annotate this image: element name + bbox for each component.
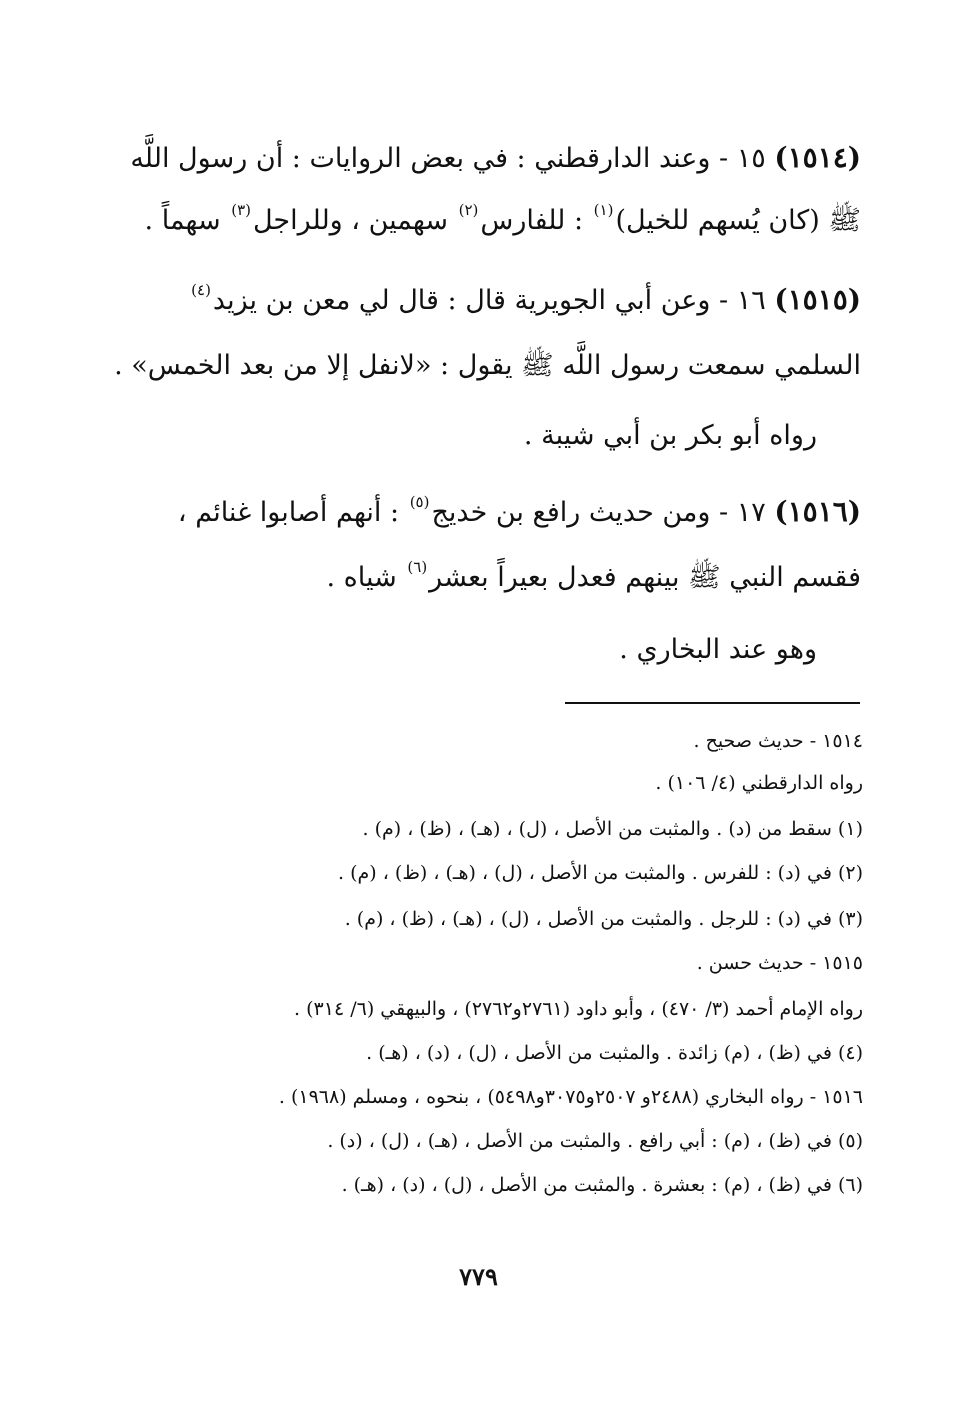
footnote-line: رواه الإمام أحمد (٣/ ٤٧٠) ، وأبو داود (٢٧٦١و٢٧٦٢) ، والبيهقي (٦/ ٣١٤) . — [294, 998, 863, 1020]
footnote-line: ١٥١٦ - رواه البخاري (٢٤٨٨و ٢٥٠٧و٣٠٧٥و٥٤٩٨) ، بنحوه ، ومسلم (١٩٦٨) . — [278, 1086, 863, 1108]
hadith-text: : للفارس — [480, 205, 592, 236]
footnote-line: (٣) في (د) : للرجل . والمثبت من الأصل ، (ل) ، (هـ) ، (ظ) ، (م) . — [344, 908, 863, 930]
footnote-ref[interactable]: (٥) — [409, 493, 430, 511]
footnote-line: ١٥١٥ - حديث حسن . — [696, 952, 863, 974]
hadith-text: ١٧ - ومن حديث رافع بن خديج — [431, 497, 766, 528]
hadith-text: فقسم النبي ﷺ بينهم فعدل بعيراً بعشر — [429, 562, 861, 593]
footnote-line: (٤) في (ظ) ، (م) زائدة . والمثبت من الأصل ، (ل) ، (د) ، (هـ) . — [366, 1042, 863, 1064]
hadith-text: سهماً . — [144, 205, 230, 236]
footnote-divider — [565, 702, 860, 704]
hadith-text: السلمي سمعت رسول اللَّه ﷺ يقول : «لانفل إلا من بعد الخمس» . — [114, 350, 861, 381]
hadith-1516-source — [47, 632, 817, 668]
hadith-1515-line-1 — [91, 282, 861, 319]
hadith-source-text: وهو عند البخاري . — [619, 634, 817, 665]
hadith-text: سهمين ، وللراجل — [252, 205, 457, 236]
hadith-1515-source — [47, 418, 817, 454]
page-number: ٧٧٩ — [459, 1262, 498, 1291]
footnote-line: (٥) في (ظ) ، (م) : أبي رافع . والمثبت من الأصل ، (هـ) ، (ل) ، (د) . — [327, 1130, 863, 1152]
footnote-ref[interactable]: (٢) — [458, 201, 479, 219]
hadith-text: ١٦ - وعن أبي الجويرية قال : قال لي معن بن يزيد — [212, 285, 766, 316]
hadith-1516-line-2 — [91, 560, 861, 596]
footnote-line: (١) سقط من (د) . والمثبت من الأصل ، (ل) ، (هـ) ، (ظ) ، (م) . — [362, 818, 863, 840]
hadith-1516-line-1 — [91, 494, 861, 531]
hadith-source-text: رواه أبو بكر بن أبي شيبة . — [523, 420, 817, 451]
hadith-text: شياه . — [326, 562, 406, 593]
hadith-text: ﷺ (كان يُسهم للخيل) — [615, 205, 861, 236]
hadith-text: ١٥ - وعند الدارقطني : في بعض الروايات : أن رسول اللَّه — [130, 143, 766, 174]
footnote-ref[interactable]: (٤) — [191, 281, 211, 299]
hadith-number: (١٥١٥) — [774, 283, 861, 316]
footnote-line: (٢) في (د) : للفرس . والمثبت من الأصل ، (ل) ، (هـ) ، (ظ) ، (م) . — [338, 862, 863, 884]
footnote-line: (٦) في (ظ) ، (م) : بعشرة . والمثبت من الأصل ، (ل) ، (د) ، (هـ) . — [341, 1174, 863, 1196]
footnote-line: رواه الدارقطني (٤/ ١٠٦) . — [655, 772, 863, 794]
hadith-1514-line-2 — [91, 203, 861, 239]
hadith-1515-line-2 — [91, 348, 861, 384]
hadith-1514-line-1 — [91, 140, 861, 177]
footnote-ref[interactable]: (٦) — [407, 558, 428, 576]
hadith-number: (١٥١٦) — [774, 495, 861, 528]
hadith-number: (١٥١٤) — [774, 141, 861, 174]
footnote-ref[interactable]: (١) — [593, 201, 614, 219]
footnote-line: ١٥١٤ - حديث صحيح . — [693, 730, 863, 752]
hadith-text: : أنهم أصابوا غنائم ، — [177, 497, 408, 528]
footnote-ref[interactable]: (٣) — [231, 201, 251, 219]
